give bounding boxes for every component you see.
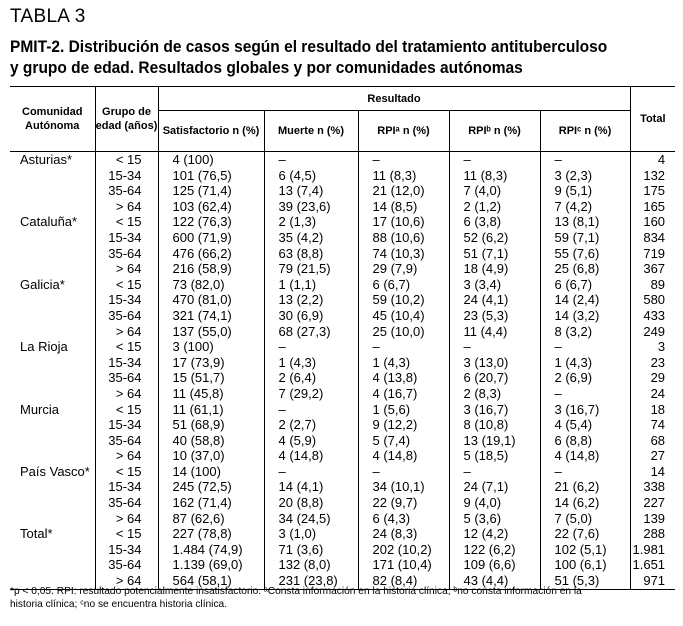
cell-rpi-c: 6 (8,8)	[540, 433, 630, 449]
cell-muerte: 13 (7,4)	[264, 183, 358, 199]
cell-grupo-edad: 35-64	[95, 183, 158, 199]
cell-rpi-a: –	[358, 339, 449, 355]
cell-rpi-c: 2 (6,9)	[540, 370, 630, 386]
footnote-line-2: historia clínica; ᶜno se encuentra historia clínica.	[10, 598, 228, 610]
table-row	[10, 448, 675, 464]
cell-comunidad: Total*	[20, 526, 53, 542]
cell-satisfactorio: 227 (78,8)	[158, 526, 264, 542]
cell-muerte: –	[264, 402, 358, 418]
cell-rpi-b: 11 (4,4)	[449, 324, 540, 340]
cell-muerte: –	[264, 152, 358, 168]
cell-muerte: 2 (1,3)	[264, 214, 358, 230]
cell-total: 227	[630, 495, 675, 511]
cell-rpi-a: 1 (5,6)	[358, 402, 449, 418]
cell-rpi-c: 7 (5,0)	[540, 511, 630, 527]
table-row	[10, 308, 675, 324]
cell-rpi-c: 14 (6,2)	[540, 495, 630, 511]
cell-rpi-a: 14 (8,5)	[358, 199, 449, 215]
cell-rpi-b: 52 (6,2)	[449, 230, 540, 246]
cell-total: 3	[630, 339, 675, 355]
cell-total: 338	[630, 479, 675, 495]
header-satisfactorio: Satisfactorio n (%)	[158, 111, 264, 152]
cell-grupo-edad: > 64	[95, 386, 158, 402]
table-label: TABLA 3	[10, 6, 86, 27]
table-row	[10, 542, 675, 558]
cell-rpi-a: 1 (4,3)	[358, 355, 449, 371]
cell-rpi-b: 43 (4,4)	[449, 573, 540, 589]
cell-satisfactorio: 216 (58,9)	[158, 261, 264, 277]
cell-muerte: 4 (5,9)	[264, 433, 358, 449]
cell-grupo-edad: < 15	[95, 526, 158, 542]
cell-comunidad	[10, 386, 95, 402]
cell-rpi-a: 11 (8,3)	[358, 168, 449, 184]
cell-rpi-c: 4 (5,4)	[540, 417, 630, 433]
cell-muerte: –	[264, 339, 358, 355]
cell-grupo-edad: > 64	[95, 573, 158, 589]
cell-comunidad	[10, 417, 95, 433]
table-row	[10, 464, 675, 480]
cell-satisfactorio: 40 (58,8)	[158, 433, 264, 449]
cell-muerte: 68 (27,3)	[264, 324, 358, 340]
cell-rpi-a: 82 (8,4)	[358, 573, 449, 589]
cell-comunidad	[10, 542, 95, 558]
cell-rpi-c: 100 (6,1)	[540, 557, 630, 573]
cell-grupo-edad: 35-64	[95, 246, 158, 262]
cell-comunidad: Asturias*	[20, 152, 73, 167]
table-row	[10, 417, 675, 433]
cell-grupo-edad: < 15	[95, 277, 158, 293]
cell-total: 1.651	[630, 557, 675, 573]
cell-muerte: 79 (21,5)	[264, 261, 358, 277]
cell-muerte: 2 (6,4)	[264, 370, 358, 386]
cell-rpi-c: 9 (5,1)	[540, 183, 630, 199]
cell-total: 160	[630, 214, 675, 230]
cell-comunidad	[10, 183, 95, 199]
cell-muerte: 6 (4,5)	[264, 168, 358, 184]
cell-total: 580	[630, 292, 675, 308]
cell-rpi-c: 14 (2,4)	[540, 292, 630, 308]
cell-comunidad	[10, 168, 95, 184]
cell-rpi-a: –	[358, 152, 449, 168]
table-row	[10, 495, 675, 511]
cell-rpi-a: 45 (10,4)	[358, 308, 449, 324]
cell-total: 29	[630, 370, 675, 386]
cell-muerte: 1 (1,1)	[264, 277, 358, 293]
cell-total: 971	[630, 573, 675, 589]
cell-total: 139	[630, 511, 675, 527]
cell-rpi-a: 6 (6,7)	[358, 277, 449, 293]
cell-grupo-edad: 35-64	[95, 308, 158, 324]
cell-muerte: 71 (3,6)	[264, 542, 358, 558]
cell-total: 27	[630, 448, 675, 464]
cell-rpi-a: 22 (9,7)	[358, 495, 449, 511]
cell-grupo-edad: > 64	[95, 511, 158, 527]
header-grupo-edad: Grupo de edad (años)	[95, 87, 158, 152]
table-row	[10, 152, 675, 168]
cell-comunidad	[10, 557, 95, 573]
cell-muerte: 13 (2,2)	[264, 292, 358, 308]
cell-rpi-c: 1 (4,3)	[540, 355, 630, 371]
cell-rpi-c: 13 (8,1)	[540, 214, 630, 230]
cell-rpi-b: 9 (4,0)	[449, 495, 540, 511]
cell-rpi-c: –	[540, 386, 630, 402]
table-row	[10, 168, 675, 184]
cell-rpi-a: 34 (10,1)	[358, 479, 449, 495]
table-row	[10, 355, 675, 371]
cell-comunidad	[10, 261, 95, 277]
cell-total: 175	[630, 183, 675, 199]
cell-comunidad: Cataluña*	[20, 214, 78, 230]
cell-grupo-edad: > 64	[95, 324, 158, 340]
cell-grupo-edad: 15-34	[95, 417, 158, 433]
cell-comunidad: La Rioja	[20, 339, 68, 355]
table-title	[10, 37, 640, 79]
header-rpi-b: RPIᵇ n (%)	[449, 111, 540, 152]
table-row	[10, 292, 675, 308]
cell-grupo-edad: < 15	[95, 214, 158, 230]
cell-comunidad	[10, 355, 95, 371]
cell-satisfactorio: 245 (72,5)	[158, 479, 264, 495]
cell-satisfactorio: 125 (71,4)	[158, 183, 264, 199]
cell-rpi-b: 3 (13,0)	[449, 355, 540, 371]
cell-rpi-b: 12 (4,2)	[449, 526, 540, 542]
cell-rpi-a: 74 (10,3)	[358, 246, 449, 262]
cell-satisfactorio: 101 (76,5)	[158, 168, 264, 184]
cell-muerte: 30 (6,9)	[264, 308, 358, 324]
cell-muerte: 2 (2,7)	[264, 417, 358, 433]
cell-rpi-a: 202 (10,2)	[358, 542, 449, 558]
cell-rpi-a: –	[358, 464, 449, 480]
cell-rpi-c: 22 (7,6)	[540, 526, 630, 542]
cell-satisfactorio: 15 (51,7)	[158, 370, 264, 386]
cell-rpi-c: –	[540, 152, 630, 168]
cell-grupo-edad: < 15	[95, 339, 158, 355]
cell-comunidad	[10, 433, 95, 449]
cell-muerte: 1 (4,3)	[264, 355, 358, 371]
cell-rpi-b: 13 (19,1)	[449, 433, 540, 449]
cell-rpi-c: 6 (6,7)	[540, 277, 630, 293]
cell-satisfactorio: 10 (37,0)	[158, 448, 264, 464]
table-row	[10, 246, 675, 262]
cell-comunidad	[10, 324, 95, 340]
cell-rpi-a: 21 (12,0)	[358, 183, 449, 199]
cell-satisfactorio: 17 (73,9)	[158, 355, 264, 371]
cell-total: 165	[630, 199, 675, 215]
cell-rpi-b: 23 (5,3)	[449, 308, 540, 324]
cell-rpi-c: 55 (7,6)	[540, 246, 630, 262]
cell-rpi-a: 88 (10,6)	[358, 230, 449, 246]
cell-muerte: 63 (8,8)	[264, 246, 358, 262]
cell-rpi-b: 3 (3,4)	[449, 277, 540, 293]
cell-total: 719	[630, 246, 675, 262]
cell-muerte: 34 (24,5)	[264, 511, 358, 527]
cell-rpi-b: 109 (6,6)	[449, 557, 540, 573]
cell-total: 132	[630, 168, 675, 184]
table-row	[10, 277, 675, 293]
cell-rpi-a: 59 (10,2)	[358, 292, 449, 308]
cell-rpi-b: 3 (16,7)	[449, 402, 540, 418]
cell-rpi-c: 8 (3,2)	[540, 324, 630, 340]
cell-rpi-a: 4 (13,8)	[358, 370, 449, 386]
cell-grupo-edad: 35-64	[95, 433, 158, 449]
cell-rpi-b: 5 (3,6)	[449, 511, 540, 527]
cell-comunidad	[10, 479, 95, 495]
cell-rpi-b: 122 (6,2)	[449, 542, 540, 558]
cell-comunidad	[10, 495, 95, 511]
cell-comunidad	[10, 370, 95, 386]
table-row	[10, 402, 675, 418]
cell-grupo-edad: < 15	[95, 464, 158, 480]
table-body	[10, 152, 675, 590]
table-row	[10, 183, 675, 199]
cell-grupo-edad: 15-34	[95, 230, 158, 246]
cell-satisfactorio: 470 (81,0)	[158, 292, 264, 308]
cell-rpi-c: 14 (3,2)	[540, 308, 630, 324]
cell-rpi-c: 21 (6,2)	[540, 479, 630, 495]
cell-rpi-a: 6 (4,3)	[358, 511, 449, 527]
cell-rpi-c: 3 (16,7)	[540, 402, 630, 418]
cell-total: 74	[630, 417, 675, 433]
cell-rpi-b: 5 (18,5)	[449, 448, 540, 464]
cell-rpi-b: 24 (7,1)	[449, 479, 540, 495]
cell-total: 14	[630, 464, 675, 480]
header-muerte: Muerte n (%)	[264, 111, 358, 152]
cell-grupo-edad: 15-34	[95, 479, 158, 495]
cell-satisfactorio: 51 (68,9)	[158, 417, 264, 433]
cell-grupo-edad: 15-34	[95, 292, 158, 308]
cell-muerte: 39 (23,6)	[264, 199, 358, 215]
cell-satisfactorio: 3 (100)	[158, 339, 264, 355]
cell-rpi-c: 102 (5,1)	[540, 542, 630, 558]
cell-total: 68	[630, 433, 675, 449]
cell-comunidad	[10, 511, 95, 527]
cell-satisfactorio: 103 (62,4)	[158, 199, 264, 215]
header-rpi-c: RPIᶜ n (%)	[540, 111, 630, 152]
cell-muerte: 35 (4,2)	[264, 230, 358, 246]
table-row	[10, 386, 675, 402]
cell-rpi-a: 171 (10,4)	[358, 557, 449, 573]
cell-rpi-c: 7 (4,2)	[540, 199, 630, 215]
cell-satisfactorio: 73 (82,0)	[158, 277, 264, 293]
cell-total: 834	[630, 230, 675, 246]
cell-muerte: –	[264, 464, 358, 480]
cell-comunidad: País Vasco*	[20, 463, 90, 479]
cell-rpi-b: 2 (8,3)	[449, 386, 540, 402]
cell-satisfactorio: 87 (62,6)	[158, 511, 264, 527]
cell-comunidad	[10, 246, 95, 262]
cell-total: 433	[630, 308, 675, 324]
cell-rpi-b: 8 (10,8)	[449, 417, 540, 433]
cell-grupo-edad: > 64	[95, 261, 158, 277]
table-row	[10, 433, 675, 449]
cell-total: 1.981	[630, 542, 675, 558]
cell-satisfactorio: 564 (58,1)	[158, 573, 264, 589]
cell-satisfactorio: 14 (100)	[158, 464, 264, 480]
footnote-line-1: *p < 0,05. RPI: resultado potencialmente insatisfactorio. ᵃConsta información en la historia clínica; ᵇno consta información en la	[10, 585, 582, 597]
header-comunidad: Comunidad Autónoma	[10, 87, 95, 152]
cell-grupo-edad: > 64	[95, 199, 158, 215]
cell-rpi-c: 25 (6,8)	[540, 261, 630, 277]
cell-comunidad: Murcia	[20, 401, 60, 417]
table-row	[10, 526, 675, 542]
table-row	[10, 511, 675, 527]
cell-satisfactorio: 1.484 (74,9)	[158, 542, 264, 558]
cell-rpi-b: –	[449, 152, 540, 168]
footnote	[10, 585, 658, 611]
cell-rpi-a: 9 (12,2)	[358, 417, 449, 433]
cell-grupo-edad: 35-64	[95, 557, 158, 573]
table-row	[10, 261, 675, 277]
cell-rpi-b: –	[449, 339, 540, 355]
cell-rpi-b: 24 (4,1)	[449, 292, 540, 308]
cell-comunidad	[10, 292, 95, 308]
cell-grupo-edad: 15-34	[95, 355, 158, 371]
table-row	[10, 557, 675, 573]
header-total: Total	[630, 87, 675, 152]
cell-comunidad	[10, 448, 95, 464]
cell-total: 288	[630, 526, 675, 542]
cell-total: 89	[630, 277, 675, 293]
cell-total: 23	[630, 355, 675, 371]
cell-grupo-edad: > 64	[95, 448, 158, 464]
cell-satisfactorio: 4 (100)	[158, 152, 264, 168]
cell-muerte: 7 (29,2)	[264, 386, 358, 402]
cell-rpi-b: 2 (1,2)	[449, 199, 540, 215]
title-line-2: y grupo de edad. Resultados globales y por comunidades autónomas	[10, 59, 523, 77]
cell-rpi-a: 25 (10,0)	[358, 324, 449, 340]
cell-rpi-a: 4 (14,8)	[358, 448, 449, 464]
table-row	[10, 230, 675, 246]
cell-total: 24	[630, 386, 675, 402]
cell-rpi-b: 7 (4,0)	[449, 183, 540, 199]
cell-satisfactorio: 476 (66,2)	[158, 246, 264, 262]
cell-satisfactorio: 1.139 (69,0)	[158, 557, 264, 573]
header-rpi-a: RPIᵃ n (%)	[358, 111, 449, 152]
cell-satisfactorio: 11 (61,1)	[158, 402, 264, 418]
cell-satisfactorio: 137 (55,0)	[158, 324, 264, 340]
cell-rpi-a: 5 (7,4)	[358, 433, 449, 449]
cell-total: 367	[630, 261, 675, 277]
cell-satisfactorio: 321 (74,1)	[158, 308, 264, 324]
cell-rpi-a: 17 (10,6)	[358, 214, 449, 230]
cell-satisfactorio: 11 (45,8)	[158, 386, 264, 402]
table-row	[10, 199, 675, 215]
cell-satisfactorio: 162 (71,4)	[158, 495, 264, 511]
cell-rpi-b: 6 (20,7)	[449, 370, 540, 386]
cell-rpi-c: 59 (7,1)	[540, 230, 630, 246]
cell-rpi-c: 51 (5,3)	[540, 573, 630, 589]
cell-comunidad	[10, 199, 95, 215]
cell-rpi-c: –	[540, 339, 630, 355]
cell-total: 18	[630, 402, 675, 418]
cell-rpi-b: 6 (3,8)	[449, 214, 540, 230]
cell-grupo-edad: 35-64	[95, 370, 158, 386]
cell-rpi-a: 4 (16,7)	[358, 386, 449, 402]
header-resultado: Resultado	[158, 87, 630, 111]
cell-rpi-c: 4 (14,8)	[540, 448, 630, 464]
cell-comunidad	[10, 308, 95, 324]
cell-muerte: 20 (8,8)	[264, 495, 358, 511]
cell-satisfactorio: 600 (71,9)	[158, 230, 264, 246]
cell-grupo-edad: 15-34	[95, 168, 158, 184]
cell-total: 4	[630, 152, 675, 168]
cell-muerte: 14 (4,1)	[264, 479, 358, 495]
cell-rpi-c: –	[540, 464, 630, 480]
table-row	[10, 339, 675, 355]
cell-rpi-a: 24 (8,3)	[358, 526, 449, 542]
cell-muerte: 231 (23,8)	[264, 573, 358, 589]
table-row	[10, 479, 675, 495]
table-row	[10, 324, 675, 340]
cell-rpi-b: 18 (4,9)	[449, 261, 540, 277]
cell-rpi-a: 29 (7,9)	[358, 261, 449, 277]
table-row	[10, 214, 675, 230]
cell-total: 249	[630, 324, 675, 340]
cell-grupo-edad: < 15	[95, 402, 158, 418]
cell-grupo-edad: 15-34	[95, 542, 158, 558]
cell-grupo-edad: < 15	[95, 152, 158, 168]
cell-muerte: 3 (1,0)	[264, 526, 358, 542]
cell-muerte: 132 (8,0)	[264, 557, 358, 573]
cell-rpi-b: –	[449, 464, 540, 480]
cell-grupo-edad: 35-64	[95, 495, 158, 511]
table-row	[10, 370, 675, 386]
cell-muerte: 4 (14,8)	[264, 448, 358, 464]
cell-comunidad	[10, 230, 95, 246]
title-line-1: PMIT-2. Distribución de casos según el resultado del tratamiento antituberculoso	[10, 38, 608, 56]
cell-satisfactorio: 122 (76,3)	[158, 214, 264, 230]
cell-rpi-b: 51 (7,1)	[449, 246, 540, 262]
cell-rpi-c: 3 (2,3)	[540, 168, 630, 184]
results-table	[10, 86, 675, 590]
cell-rpi-b: 11 (8,3)	[449, 168, 540, 184]
cell-comunidad: Galicia*	[20, 276, 65, 292]
